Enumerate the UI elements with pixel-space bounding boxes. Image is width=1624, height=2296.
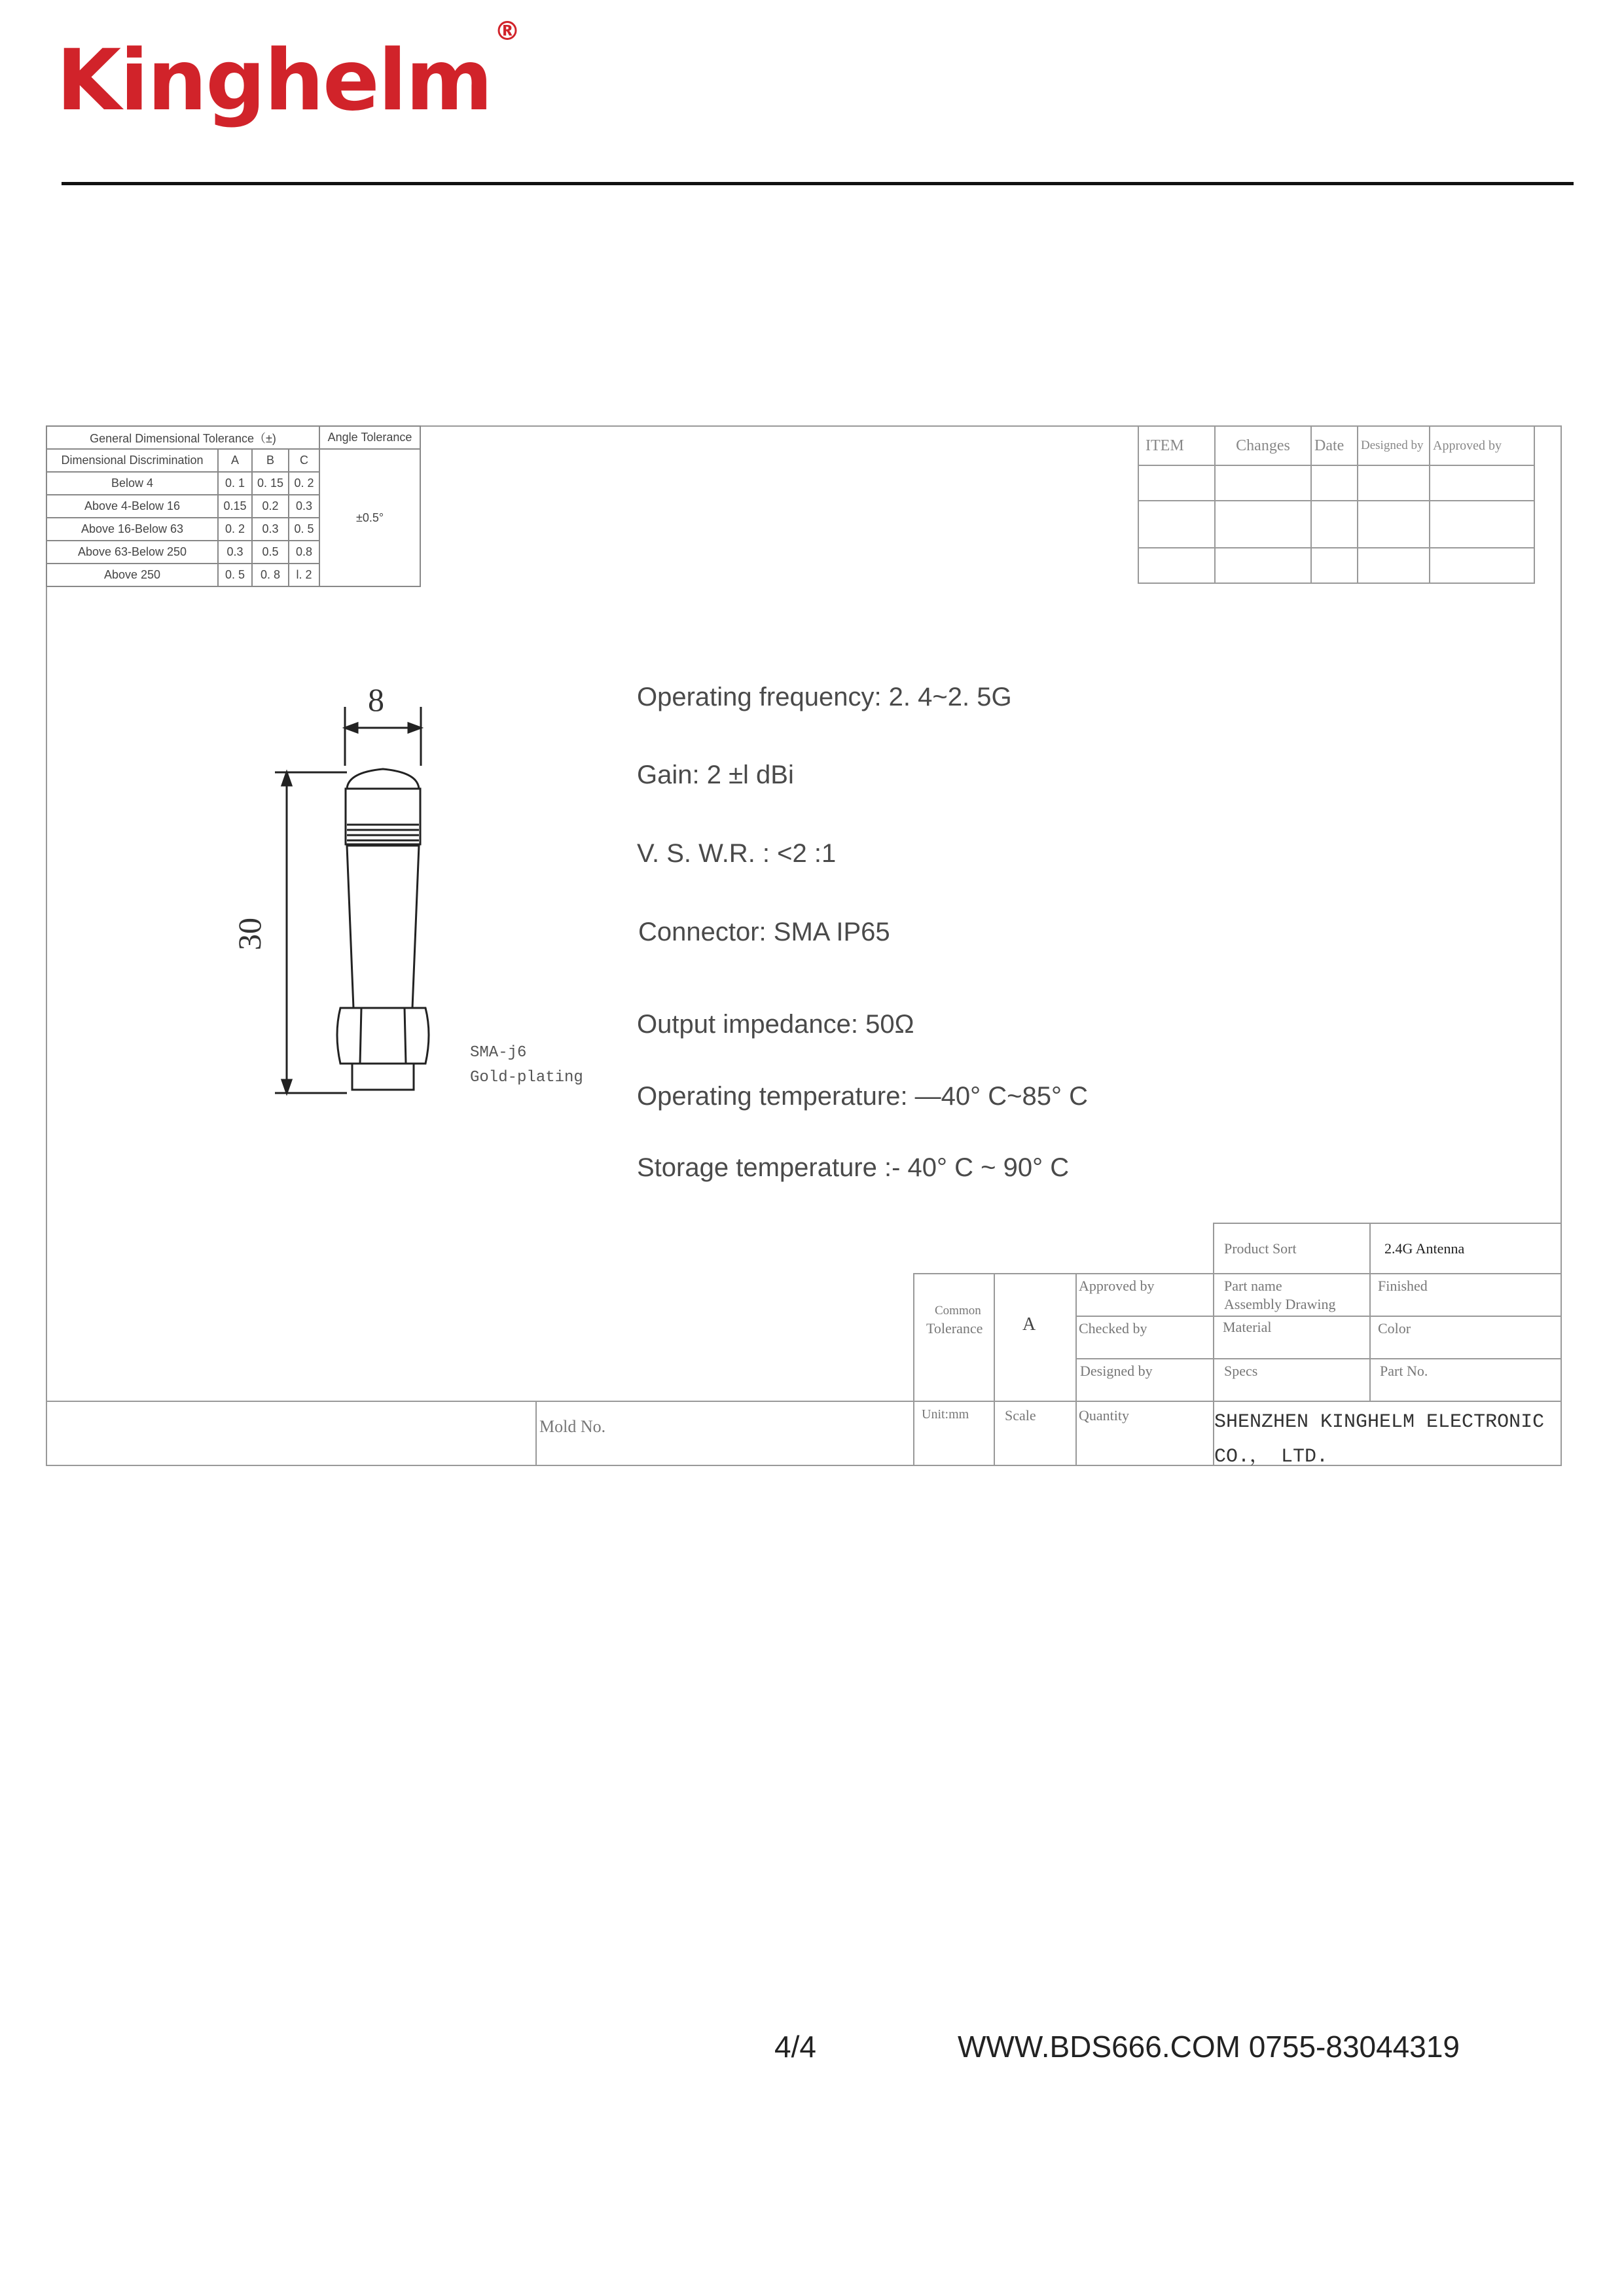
rev-changes-header: Changes	[1215, 426, 1311, 465]
cell-c: 0.8	[289, 541, 319, 564]
dim-height-label: 30	[231, 918, 268, 950]
registered-mark: ®	[494, 16, 519, 47]
connector-base	[352, 1064, 414, 1090]
row-label: Above 4-Below 16	[46, 495, 218, 518]
col-c: C	[289, 449, 319, 472]
arrow-up	[282, 772, 291, 785]
cell-b: 0.5	[252, 541, 289, 564]
rev-date-header: Date	[1311, 426, 1358, 465]
cell-b: 0.3	[252, 518, 289, 541]
mold-no-label: Mold No.	[539, 1417, 606, 1436]
unit-label: Unit:mm	[922, 1407, 969, 1422]
brand-name: Kinghelm	[56, 32, 492, 130]
tb-line	[1213, 1223, 1214, 1401]
tb-line	[913, 1273, 914, 1466]
connector-note-2: Gold-plating	[470, 1069, 583, 1086]
col-a: A	[218, 449, 252, 472]
rev-designed-header: Designed by	[1358, 426, 1430, 465]
cell-c: 0. 5	[289, 518, 319, 541]
col-dimensional: Dimensional Discrimination	[46, 449, 218, 472]
arrow-left	[345, 723, 357, 732]
assembly-drawing-label: Assembly Drawing	[1224, 1296, 1336, 1312]
designed-by-label: Designed by	[1080, 1363, 1153, 1379]
cell-c: l. 2	[289, 564, 319, 586]
rev-item-header: ITEM	[1138, 426, 1215, 465]
antenna-lower-body	[347, 846, 419, 1008]
row-label: Above 250	[46, 564, 218, 586]
spec-connector: Connector: SMA IP65	[638, 918, 890, 946]
tb-line	[1075, 1358, 1562, 1359]
company-name-line1: SHENZHEN KINGHELM ELECTRONIC	[1214, 1411, 1545, 1433]
tolerance-table	[46, 425, 421, 587]
spec-gain: Gain: 2 ±l dBi	[637, 761, 794, 789]
cell-b: 0. 8	[252, 564, 289, 586]
row-label: Above 16-Below 63	[46, 518, 218, 541]
hex-nut	[337, 1008, 429, 1064]
page-number: 4/4	[774, 2030, 816, 2064]
product-sort-value: 2.4G Antenna	[1384, 1240, 1465, 1257]
tb-line	[535, 1401, 537, 1466]
angle-tolerance-header: Angle Tolerance	[319, 426, 420, 449]
quantity-label: Quantity	[1079, 1407, 1129, 1424]
tb-line	[913, 1273, 1562, 1274]
cell-b: 0. 15	[252, 472, 289, 495]
spec-operating-temp: Operating temperature: —40° C~85° C	[637, 1082, 1089, 1111]
rev-approved-header: Approved by	[1430, 426, 1534, 465]
finished-label: Finished	[1378, 1278, 1428, 1294]
spec-vswr: V. S. W.R. : <2 :1	[637, 839, 837, 868]
common-label: Common	[935, 1304, 981, 1318]
cell-a: 0. 2	[218, 518, 252, 541]
connector-note-1: SMA-j6	[470, 1044, 527, 1062]
arrow-right	[408, 723, 421, 732]
footer-contact: WWW.BDS666.COM 0755-83044319	[958, 2030, 1460, 2064]
tolerance-header: General Dimensional Tolerance（±)	[46, 426, 319, 449]
cell-a: 0. 5	[218, 564, 252, 586]
angle-tolerance-value: ±0.5°	[319, 449, 420, 586]
cell-a: 0.15	[218, 495, 252, 518]
arrow-down	[282, 1080, 291, 1093]
company-name-line2: CO.， LTD.	[1214, 1446, 1329, 1468]
col-b: B	[252, 449, 289, 472]
row-label: Above 63-Below 250	[46, 541, 218, 564]
part-no-label: Part No.	[1380, 1363, 1428, 1379]
tolerance-grade: A	[1022, 1314, 1036, 1335]
spec-storage-temp: Storage temperature :- 40° C ~ 90° C	[637, 1153, 1070, 1182]
tb-line	[1213, 1223, 1562, 1224]
tb-line	[1075, 1273, 1077, 1466]
header-divider	[62, 182, 1574, 185]
tb-line	[1075, 1316, 1562, 1317]
tb-line	[1369, 1223, 1371, 1401]
brand-logo	[56, 16, 519, 130]
scale-label: Scale	[1005, 1407, 1036, 1424]
dim-width-label: 8	[368, 681, 384, 718]
specs-label: Specs	[1224, 1363, 1258, 1379]
row-label: Below 4	[46, 472, 218, 495]
cell-a: 0.3	[218, 541, 252, 564]
cell-c: 0. 2	[289, 472, 319, 495]
color-label: Color	[1378, 1320, 1411, 1336]
revision-table	[1138, 425, 1535, 584]
tb-line	[46, 1401, 1562, 1402]
tolerance-label: Tolerance	[926, 1320, 983, 1336]
checked-by-label: Checked by	[1079, 1320, 1147, 1336]
material-label: Material	[1223, 1319, 1272, 1335]
antenna-drawing	[236, 668, 602, 1113]
cell-c: 0.3	[289, 495, 319, 518]
spec-impedance: Output impedance: 50Ω	[637, 1010, 914, 1039]
cell-b: 0.2	[252, 495, 289, 518]
part-name-label: Part name	[1224, 1278, 1282, 1294]
approved-by-label: Approved by	[1079, 1278, 1155, 1294]
cell-a: 0. 1	[218, 472, 252, 495]
product-sort-label: Product Sort	[1224, 1240, 1297, 1257]
tb-line	[994, 1273, 995, 1466]
antenna-dome	[347, 769, 419, 789]
spec-frequency: Operating frequency: 2. 4~2. 5G	[637, 683, 1012, 711]
